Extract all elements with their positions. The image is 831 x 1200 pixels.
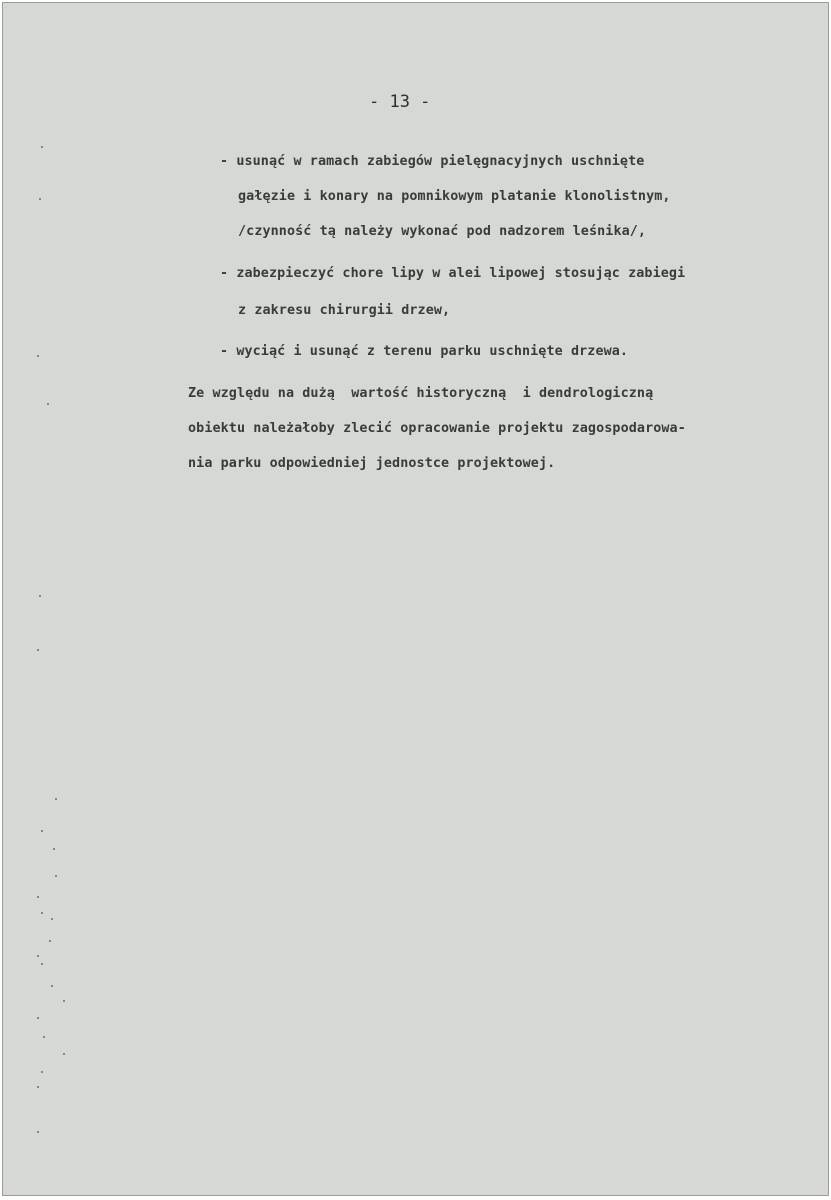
text-line: Ze względu na dużą wartość historyczną i dendrologiczną bbox=[188, 386, 654, 401]
text-line: - wyciąć i usunąć z terenu parku uschnięte drzewa. bbox=[220, 344, 629, 359]
text-line: nia parku odpowiedniej jednostce projektowej. bbox=[188, 456, 556, 471]
page-number: - 13 - bbox=[369, 92, 431, 112]
text-line: - zabezpieczyć chore lipy w alei lipowej stosując zabiegi bbox=[220, 266, 686, 281]
text-line: z zakresu chirurgii drzew, bbox=[238, 303, 451, 318]
text-line: gałęzie i konary na pomnikowym platanie klonolistnym, bbox=[238, 189, 671, 204]
text-line: obiektu należałoby zlecić opracowanie projektu zagospodarowa- bbox=[188, 421, 686, 436]
text-line: /czynność tą należy wykonać pod nadzorem leśnika/, bbox=[238, 224, 647, 239]
text-line: - usunąć w ramach zabiegów pielęgnacyjnych uschnięte bbox=[220, 154, 645, 169]
document-page bbox=[2, 2, 829, 1196]
